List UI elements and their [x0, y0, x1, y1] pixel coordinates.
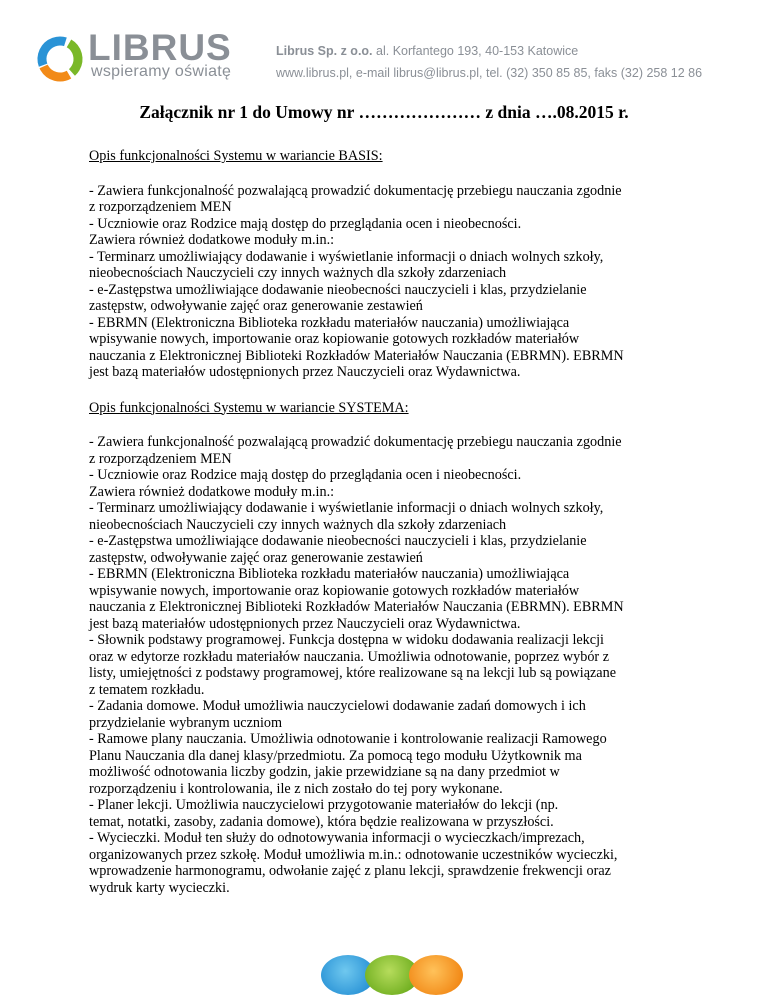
basis-line: - Uczniowie oraz Rodzice mają dostęp do przeglądania ocen i nieobecności.: [89, 215, 522, 232]
systema-line: wydruk karty wycieczki.: [89, 879, 230, 896]
basis-line: z rozporządzeniem MEN: [89, 199, 232, 215]
company-address-line: [276, 40, 702, 62]
librus-ring-icon: [35, 34, 85, 84]
systema-line: rozporządzeniu i kontrolowania, ile z nich zostało do tej pory wykonane.: [89, 780, 503, 797]
document-title: Załącznik nr 1 do Umowy nr ………………… z dnia ….08.2015 r.: [139, 102, 629, 122]
systema-line: listy, umiejętności z podstawy programowej, które realizowane są na lekcji lub są powiązane: [89, 665, 616, 681]
basis-line: zastępstw, odwoływanie zajęć oraz generowanie zestawień: [89, 298, 423, 314]
company-info: [276, 40, 702, 84]
company-contact: www.librus.pl, e-mail librus@librus.pl, tel. (32) 350 85 85, faks (32) 258 12 86: [276, 66, 703, 80]
basis-line: jest bazą materiałów udostępnionych przez Nauczycieli oraz Wydawnictwa.: [89, 364, 521, 380]
systema-line: z rozporządzeniem MEN: [89, 450, 232, 467]
systema-line: z tematem rozkładu.: [89, 681, 205, 698]
document-body: [89, 148, 749, 896]
systema-line: nauczania z Elektronicznej Biblioteki Rozkładów Materiałów Nauczania (EBRMN). EBRMN: [89, 599, 624, 615]
systema-line: zastępstw, odwoływanie zajęć oraz generowanie zestawień: [89, 549, 423, 566]
librus-logo: [35, 27, 245, 84]
systema-line: - EBRMN (Elektroniczna Biblioteka rozkładu materiałów nauczania) umożliwiająca: [89, 566, 570, 582]
systema-line: Planu Nauczania dla danej klasy/przedmiotu. Za pomocą tego modułu Użytkownik ma: [89, 747, 582, 764]
systema-line: - Zadania domowe. Moduł umożliwia nauczycielowi dodawanie zadań domowych i ich: [89, 698, 586, 714]
systema-line: wprowadzenie harmonogramu, odwołanie zajęć z planu lekcji, sprawdzenie frekwencji oraz: [89, 863, 611, 879]
systema-line: wpisywanie nowych, importowanie oraz kopiowanie gotowych rozkładów materiałów: [89, 582, 580, 599]
basis-description: [89, 183, 749, 381]
systema-description: [89, 434, 749, 896]
basis-line: - e-Zastępstwa umożliwiające dodawanie nieobecności nauczycieli i klas, przydzielanie: [89, 281, 587, 298]
systema-line: organizowanych przez szkołę. Moduł umożliwia m.in.: odnotowanie uczestników wycieczki,: [89, 846, 618, 863]
basis-line: nieobecnościach Nauczycieli czy innych ważnych dla szkoły zdarzeniach: [89, 265, 507, 281]
systema-line: - Terminarz umożliwiający dodawanie i wyświetlanie informacji o dniach wolnych szkoły,: [89, 500, 604, 516]
basis-heading: Opis funkcjonalności Systemu w wariancie BASIS:: [89, 148, 383, 164]
systema-line: oraz w edytorze rozkładu materiałów nauczania. Umożliwia odnotowanie, poprzez wybór z: [89, 648, 609, 665]
systema-line: temat, notatki, zasoby, zadania domowe), która będzie realizowana w przyszłości.: [89, 813, 554, 830]
systema-line: jest bazą materiałów udostępnionych przez Nauczycieli oraz Wydawnictwa.: [89, 615, 521, 632]
company-address: al. Korfantego 193, 40-153 Katowice: [376, 44, 579, 58]
systema-line: możliwość odnotowania liczby godzin, jakie przewidziane są na dany przedmiot w: [89, 764, 560, 780]
basis-line: nauczania z Elektronicznej Biblioteki Rozkładów Materiałów Nauczania (EBRMN). EBRMN: [89, 347, 624, 364]
basis-line: - EBRMN (Elektroniczna Biblioteka rozkładu materiałów nauczania) umożliwiająca: [89, 314, 570, 331]
systema-line: - Zawiera funkcjonalność pozwalającą prowadzić dokumentację przebiegu nauczania zgodnie: [89, 434, 622, 450]
orange-bubble-icon: [409, 955, 463, 995]
footer-decoration: [0, 955, 768, 994]
systema-line: nieobecnościach Nauczycieli czy innych ważnych dla szkoły zdarzeniach: [89, 516, 507, 533]
systema-line: - Planer lekcji. Umożliwia nauczycielowi przygotowanie materiałów do lekcji (np.: [89, 797, 559, 813]
company-name: Librus Sp. z o.o.: [276, 44, 373, 58]
letterhead: [0, 0, 768, 100]
brand-tagline: wspieramy oświatę: [91, 63, 232, 80]
systema-line: - Ramowe plany nauczania. Umożliwia odnotowanie i kontrolowanie realizacji Ramowego: [89, 731, 607, 747]
basis-line: Zawiera również dodatkowe moduły m.in.:: [89, 232, 335, 248]
systema-line: Zawiera również dodatkowe moduły m.in.:: [89, 483, 335, 500]
basis-line: - Terminarz umożliwiający dodawanie i wyświetlanie informacji o dniach wolnych szkoły,: [89, 248, 604, 265]
systema-line: - e-Zastępstwa umożliwiające dodawanie nieobecności nauczycieli i klas, przydzielanie: [89, 533, 587, 549]
basis-line: wpisywanie nowych, importowanie oraz kopiowanie gotowych rozkładów materiałów: [89, 331, 580, 347]
systema-line: - Uczniowie oraz Rodzice mają dostęp do przeglądania ocen i nieobecności.: [89, 467, 522, 483]
systema-line: przydzielanie wybranym uczniom: [89, 714, 283, 731]
systema-line: - Wycieczki. Moduł ten służy do odnotowywania informacji o wycieczkach/imprezach,: [89, 830, 585, 846]
systema-heading: Opis funkcjonalności Systemu w wariancie SYSTEMA:: [89, 399, 409, 416]
brand-name: LIBRUS: [88, 27, 232, 68]
basis-line: - Zawiera funkcjonalność pozwalającą prowadzić dokumentację przebiegu nauczania zgodnie: [89, 182, 622, 199]
systema-line: - Słownik podstawy programowej. Funkcja dostępna w widoku dodawania realizacji lekcji: [89, 632, 604, 648]
